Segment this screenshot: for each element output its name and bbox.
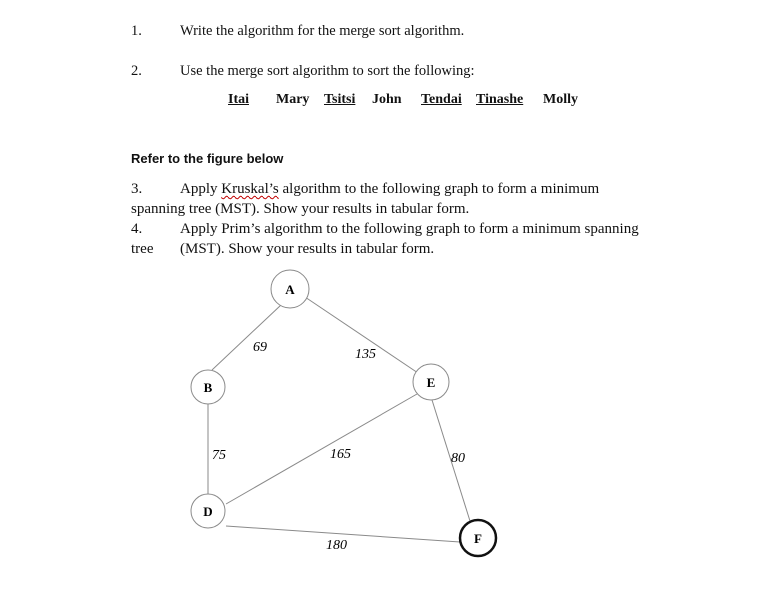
node-f [460, 520, 496, 556]
name-tinashe: Tinashe [476, 92, 524, 107]
edge-a-b [212, 305, 281, 370]
q2-number: 2. [131, 63, 142, 79]
q4-line2-rest: (MST). Show your results in tabular form. [180, 241, 435, 257]
q3-line2: spanning tree (MST). Show your results in tabular form. [131, 201, 470, 217]
name-tendai: Tendai [421, 92, 462, 107]
q4-line2-word: tree [131, 241, 154, 257]
node-b [191, 370, 225, 404]
q3-kruskal-word: Kruskal’s [221, 181, 279, 197]
edge-weight-d-f: 180 [326, 538, 347, 553]
edge-weight-e-f: 80 [451, 451, 465, 466]
q3-number: 3. [131, 181, 143, 197]
node-a [271, 270, 309, 308]
node-e [413, 364, 449, 400]
q2-text: Use the merge sort algorithm to sort the following: [180, 63, 475, 79]
edge-weight-a-e: 135 [355, 347, 376, 362]
edge-weight-a-b: 69 [253, 340, 267, 355]
edge-d-e [226, 394, 417, 504]
edge-weight-d-e: 165 [330, 447, 351, 462]
name-john: John [372, 92, 402, 107]
node-d [191, 494, 225, 528]
node-d-label: D [203, 504, 213, 519]
node-b-label: B [203, 380, 213, 395]
q1-text: Write the algorithm for the merge sort algorithm. [180, 23, 465, 39]
q3-line1-pre: Apply [180, 181, 222, 197]
node-a-label: A [285, 282, 295, 297]
name-tsitsi: Tsitsi [324, 92, 356, 107]
q1-number: 1. [131, 23, 142, 39]
name-molly: Molly [543, 92, 578, 107]
edge-weight-b-d: 75 [212, 448, 226, 463]
node-f-label: F [474, 531, 482, 546]
name-itai: Itai [228, 92, 249, 107]
q4-number: 4. [131, 221, 143, 237]
q4-line1: Apply Prim’s algorithm to the following graph to form a minimum spanning [180, 221, 639, 237]
name-mary: Mary [276, 92, 310, 107]
q3-line1-post: algorithm to the following graph to form a minimum [278, 181, 600, 197]
refer-heading: Refer to the figure below [131, 151, 284, 166]
node-e-label: E [426, 375, 436, 390]
